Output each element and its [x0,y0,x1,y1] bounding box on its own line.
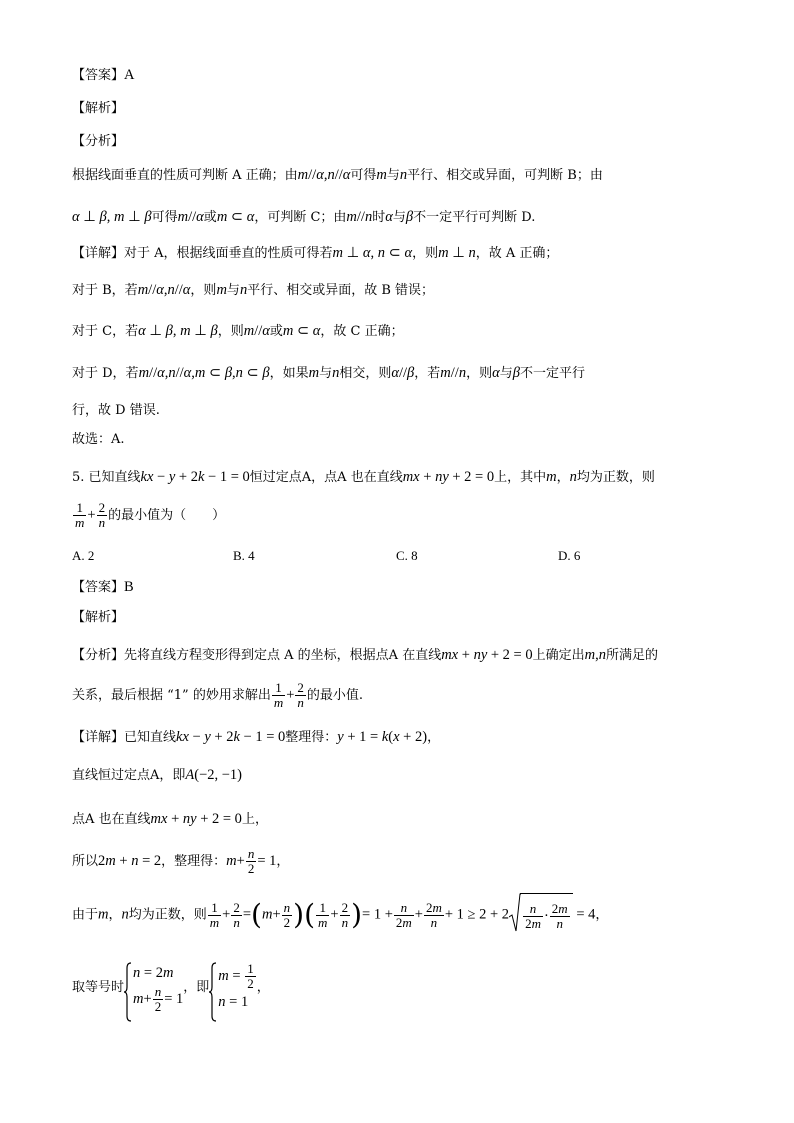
answer-line-2: 【答案】B [72,579,134,595]
option-b: B. 4 [233,548,255,563]
fenxi-tag: 【分析】 [72,134,125,149]
detail-d-cont: 行，故 D 错误. [72,403,160,418]
analysis-tag-2: 【解析】 [72,610,125,625]
detail-c: 对于 C，若α ⊥ β, m ⊥ β，则m//α或m ⊂ α，故 C 正确； [72,323,404,339]
detail2-line-1: 【详解】已知直线kx − y + 2k − 1 = 0整理得：y + 1 = k(x + 2)， [72,729,441,745]
detail-d: 对于 D，若m//α,n//α,m ⊂ β,n ⊂ β，如果m与n相交，则α//β，若m//n，则α与β不一定平行 [72,365,585,381]
question-5-stem: 5. 已知直线kx − y + 2k − 1 = 0恒过定点A，点A 也在直线mx + ny + 2 = 0上，其中m，n均为正数，则 [72,469,655,485]
option-c: C. 8 [396,548,418,563]
fenxi-line-2: α ⊥ β, m ⊥ β可得m//α或m ⊂ α，可判断 C；由m//n时α与β不一定平行可判断 D. [72,209,536,225]
answer-value: A [124,67,135,83]
detail2-line-4: 所以2m + n = 2，整理得：m+ $\frac{n}{2}$ = 1， [72,846,290,876]
fenxi-line-1: 根据线面垂直的性质可判断 A 正确；由m//α,n//α可得m与n平行、相交或异面，可判断 B；由 [72,167,603,183]
option-a: A. 2 [72,548,95,563]
fenxi2-line-1: 【分析】先将直线方程变形得到定点 A 的坐标，根据点A 在直线mx + ny + 2 = 0上确定出m,n所满足的 [72,647,658,663]
detail-a: 【详解】对于 A，根据线面垂直的性质可得若m ⊥ α, n ⊂ α，则m ⊥ n，故 A 正确； [72,245,559,261]
question-5-stem-2: $\frac{1}{m}$ + $\frac{2}{n}$ 的最小值为（ ） [75,500,226,530]
fenxi2-line-2: 关系，最后根据 “1” 的妙用求解出 $\frac{1}{m}$ + $\frac{2}{n}$ 的最小值. [72,680,364,710]
detail2-line-2: 直线恒过定点A，即A(−2, −1) [72,767,243,783]
answer-line-1 [72,66,135,85]
answer-tag: 【答案】 [72,68,125,83]
detail2-line-6: 取等号时 n = 2m m+ $\frac{n}{2}$ = 1 ，即 m = $\frac{1}{2}$ n = 1 ， [72,958,270,1018]
equation-system-1: n = 2m m+ $\frac{n}{2}$ = 1 [124,962,183,1014]
detail2-line-3: 点A 也在直线mx + ny + 2 = 0上， [72,811,268,827]
detail-b: 对于 B，若m//α,n//α，则m与n平行、相交或异面，故 B 错误； [72,282,435,298]
answer-value-2: B [124,579,134,595]
equation-system-2: m = $\frac{1}{2}$ n = 1 [209,962,256,1014]
option-d: D. 6 [558,548,581,563]
choose-line: 故选：A. [72,432,125,447]
detail2-line-5: 由于m，n均为正数，则 $\frac{1}{m}$ + $\frac{2}{n}$ =(m+ $\frac{n}{2}$ )( $\frac{1}{m}$ + $\frac{2}{n}$ )= 1 + $\frac{n}{2m}$ + $\frac{2m}{n}$ + 1 ≥ 2 + 2 $\frac{n}{2m}$ · $\frac{2m}{n}$ = 4， [72,893,608,937]
analysis-tag: 【解析】 [72,101,125,116]
